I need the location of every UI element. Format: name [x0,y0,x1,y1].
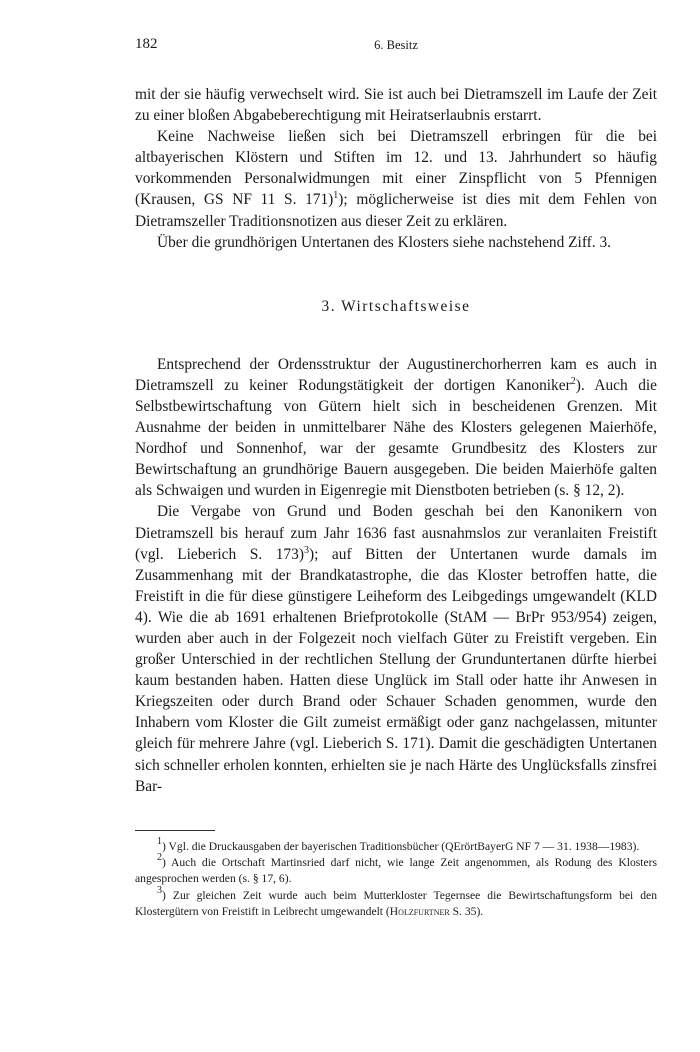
footnote-text: ) Auch die Ortschaft Martinsried darf nicht, wie lange Zeit angenommen, als Rodung des Klosters angesprochen werden (s. § 17, 6). [135,856,657,886]
chapter-title: 6. Besitz [374,38,418,52]
footnote-text: S. 35). [449,904,484,918]
footnote-3 [135,884,657,920]
paragraph-text: ). Auch die Selbstbewirtschaftung von Gütern hielt sich in bescheidenen Grenzen. Mit Ausnahme der beiden in unmittelbarer Nähe des Klosters gelegenen Maierhöfe, Nordhof und Sonnenhof, war der gesamte Grundbesitz des Klosters zur Bewirtschaftung an grundhörige Bauern ausgegeben. Die beiden Maierhöfe galten als Schwaigen und wurden in Eigenregie mit Dienstboten betrieben (s. § 12, 2). [135,376,657,500]
paragraph-text: mit der sie häufig verwechselt wird. Sie ist auch bei Dietramszell im Laufe der Zeit zu einer bloßen Abgabeberechtigung mit Heiratserlaubnis erstarrt. [135,86,657,125]
paragraph-text: Über die grundhörigen Untertanen des Klosters siehe nachstehend Ziff. 3. [157,233,612,251]
footnote-reference-1[interactable]: 1 [333,190,339,202]
paragraph-5 [135,501,657,796]
section-heading: 3. Wirtschaftsweise [321,297,471,315]
paragraph-text: ); möglicherweise ist dies mit dem Fehlen von Dietramszeller Traditionsnotizen aus dieser Zeit zu erklären. [135,191,658,230]
footnote-author: Holzfurtner [389,904,450,918]
paragraph-1 [135,84,657,126]
footnote-reference-2[interactable]: 2 [570,375,576,387]
paragraph-3 [135,232,657,253]
paragraph-4 [135,354,657,502]
footnote-text: ) Zur gleichen Zeit wurde auch beim Mutterkloster Tegernsee die Bewirtschaftungsform bei den Klostergütern von Freistift in Leibrecht umgewandelt ( [135,888,657,918]
paragraph-2 [135,126,657,231]
footnote-reference-3[interactable]: 3 [303,544,309,556]
footnote-divider [135,830,215,831]
paragraph-text: Entsprechend der Ordensstruktur der Augustinerchorherren kam es auch in Dietramszell zu keiner Rodungstätigkeit der dortigen Kanoniker [135,355,657,394]
footnote-number: 3 [157,884,162,896]
footnote-1 [135,836,657,855]
paragraph-text: Die Vergabe von Grund und Boden geschah bei den Kanonikern von Dietramszell bis herauf zum Jahr 1636 fast ausnahmslos zur veranlaiten Freistift (vgl. Lieberich S. 173) [135,503,657,563]
footnote-text: ) Vgl. die Druckausgaben der bayerischen Traditionsbücher (QErörtBayerG NF 7 — 31. 1938—1983). [162,840,640,853]
page-number: 182 [135,36,158,52]
body-text [135,84,657,797]
footnote-number: 1 [157,836,162,847]
footnotes [135,836,657,920]
footnote-2 [135,852,657,887]
running-head [135,36,657,58]
paragraph-text: ); auf Bitten der Untertanen wurde damals im Zusammenhang mit der Brandkatastrophe, die das Kloster betroffen hatte, die Freistift in die für diese günstigere Leiheform des Leibgedings umgewandelt (KLD 4). Wie die ab 1691 erhaltenen Briefprotokolle (StAM — BrPr 953/954) zeigen, wurden aber auch in der Folgezeit noch vielfach Güter zu Freistift vergeben. Ein großer Unterschied in der rechtlichen Stellung der Grunduntertanen dürfte hierbei kaum bestanden haben. Hatten diese Unglück im Stall oder hatte ihr Anwesen in Kriegszeiten oder durch Brand oder Schauer Schaden genommen, wurde den Inhabern vom Kloster die Gilt zumeist ermäßigt oder ganz nachgelassen, mitunter gleich für mehrere Jahre (vgl. Lieberich S. 171). Damit die geschädigten Untertanen sich schneller erholen konnten, erhielten sie je nach Härte des Unglücksfalls zinsfrei Bar- [135,545,657,795]
footnote-number: 2 [157,852,162,864]
paragraph-text: Keine Nachweise ließen sich bei Dietramszell erbringen für die bei altbayerischen Klöstern und Stiften im 12. und 13. Jahrhundert so häufig vorkommenden Personalwidmungen mit einer Zinspflicht von 5 Pfennigen (Krausen, GS NF 11 S. 171) [135,128,657,209]
